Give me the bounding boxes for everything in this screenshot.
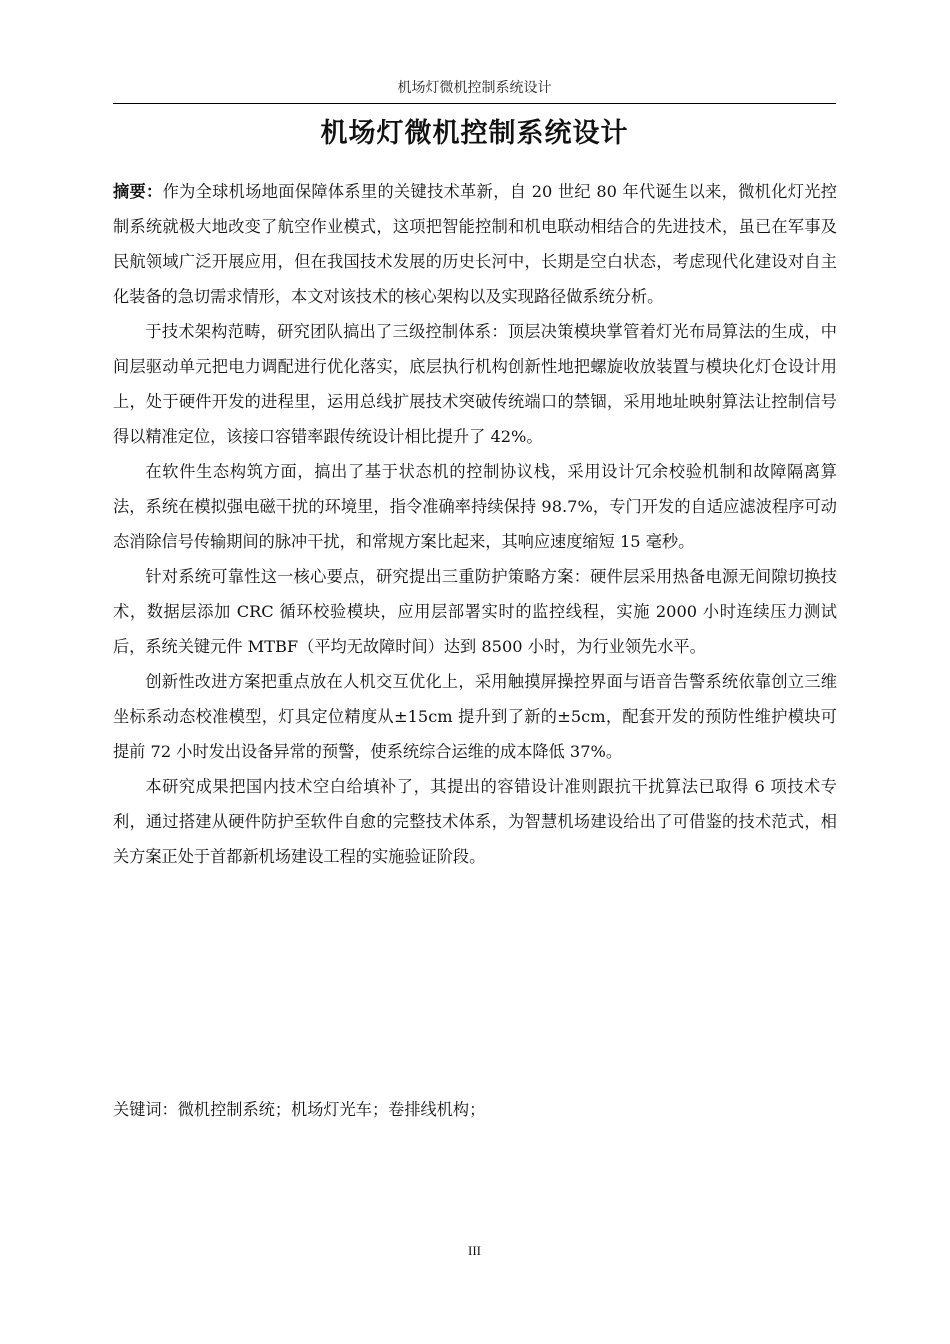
abstract-paragraph-1-text: 作为全球机场地面保障体系里的关键技术革新，自 20 世纪 80 年代诞生以来，微机化灯光控制系统就极大地改变了航空作业模式，这项把智能控制和机电联动相结合的先进技术，虽已在军事及民航领域广泛开展应用，但在我国技术发展的历史长河中，长期是空白状态，考虑现代化建设对自主化装备的急切需求情形，本文对该技术的核心架构以及实现路径做系统分析。 xyxy=(113,182,837,306)
page-number: III xyxy=(468,1243,481,1258)
header-rule xyxy=(113,103,836,104)
abstract-label: 摘要： xyxy=(113,182,163,201)
abstract-paragraph-2: 于技术架构范畴，研究团队搞出了三级控制体系：顶层决策模块掌管着灯光布局算法的生成，中间层驱动单元把电力调配进行优化落实，底层执行机构创新性地把螺旋收放装置与模块化灯仓设计用上，处于硬件开发的进程里，运用总线扩展技术突破传统端口的禁锢，采用地址映射算法让控制信号得以精准定位，该接口容错率跟传统设计相比提升了 42%。 xyxy=(113,322,837,446)
abstract-paragraph-1 xyxy=(113,174,837,314)
keywords: 关键词：微机控制系统；机场灯光车；卷排线机构； xyxy=(113,1100,486,1119)
document-title: 机场灯微机控制系统设计 xyxy=(320,118,629,149)
abstract-paragraph-3: 在软件生态构筑方面，搞出了基于状态机的控制协议栈，采用设计冗余校验机制和故障隔离算法，系统在模拟强电磁干扰的环境里，指令准确率持续保持 98.7%，专门开发的自适应滤波程序可动态消除信号传输期间的脉冲干扰，和常规方案比起来，其响应速度缩短 15 毫秒。 xyxy=(113,462,837,551)
abstract-paragraph-5: 创新性改进方案把重点放在人机交互优化上，采用触摸屏操控界面与语音告警系统依靠创立三维坐标系动态校准模型，灯具定位精度从±15cm 提升到了新的±5cm，配套开发的预防性维护模块可提前 72 小时发出设备异常的预警，使系统综合运维的成本降低 37%。 xyxy=(113,672,837,761)
running-header: 机场灯微机控制系统设计 xyxy=(397,80,552,96)
abstract-paragraph-4: 针对系统可靠性这一核心要点，研究提出三重防护策略方案：硬件层采用热备电源无间隙切换技术，数据层添加 CRC 循环校验模块，应用层部署实时的监控线程，实施 2000 小时连续压力测试后，系统关键元件 MTBF（平均无故障时间）达到 8500 小时，为行业领先水平。 xyxy=(113,567,837,656)
abstract-paragraph-6: 本研究成果把国内技术空白给填补了，其提出的容错设计准则跟抗干扰算法已取得 6 项技术专利，通过搭建从硬件防护至软件自愈的完整技术体系，为智慧机场建设给出了可借鉴的技术范式，相关方案正处于首都新机场建设工程的实施验证阶段。 xyxy=(113,777,837,866)
abstract-body xyxy=(113,174,837,874)
